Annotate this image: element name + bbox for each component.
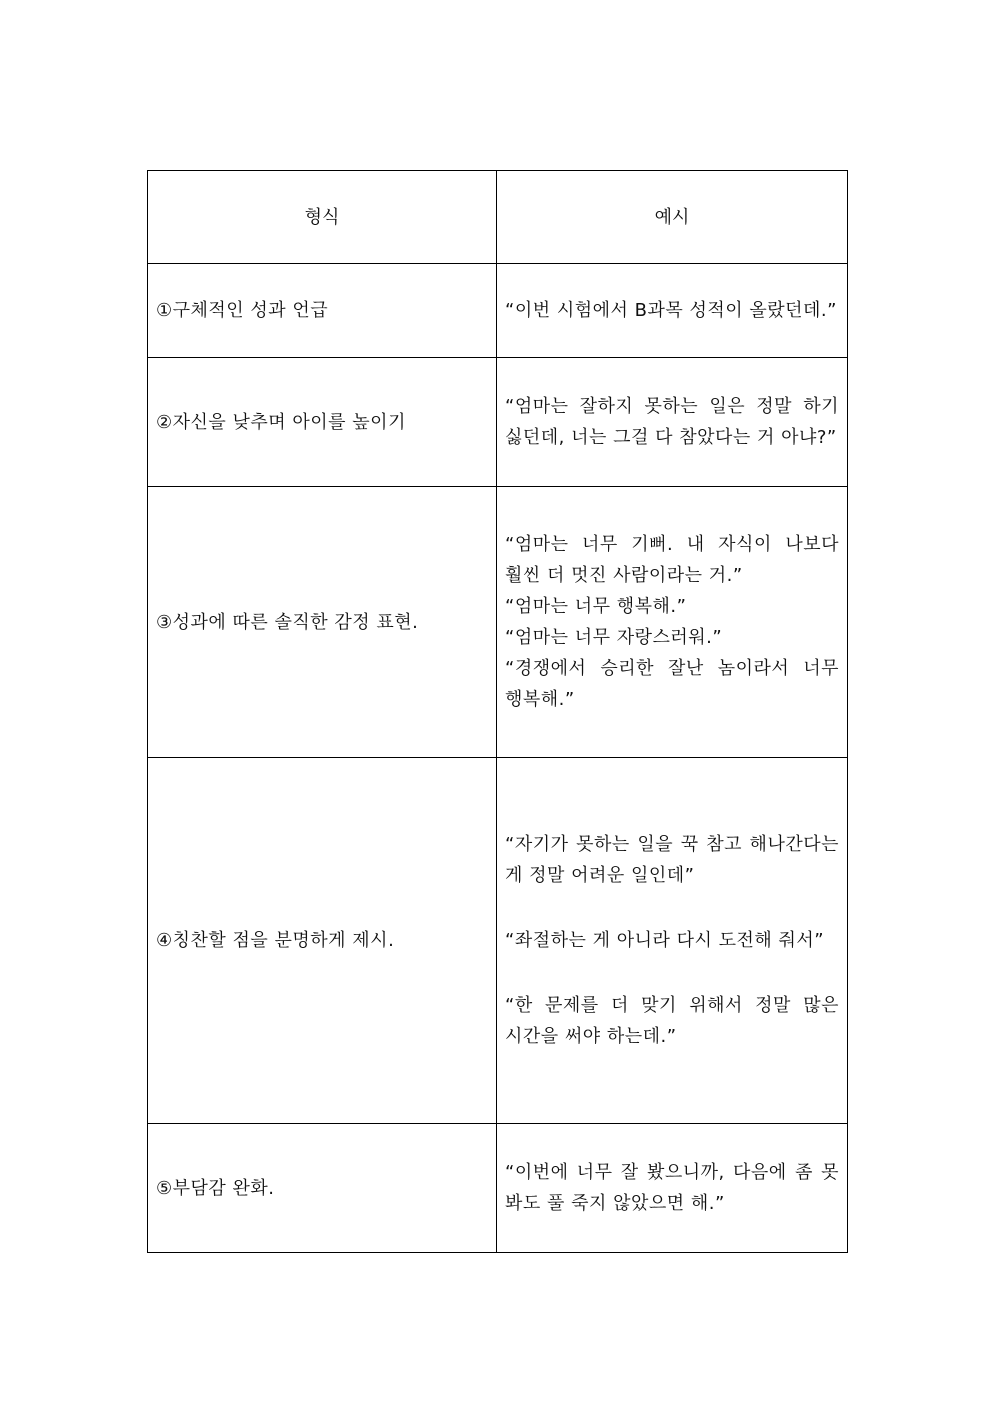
example-quote: “좌절하는 게 아니라 다시 도전해 줘서”: [505, 930, 825, 951]
example-cell: [497, 358, 848, 487]
praise-forms-table: [147, 170, 848, 1253]
table-row: [148, 1124, 848, 1253]
form-cell: ③성과에 따른 솔직한 감정 표현.: [148, 487, 497, 758]
example-quote: “엄마는 너무 행복해.”: [505, 596, 687, 617]
table-row: [148, 487, 848, 758]
form-cell: ①구체적인 성과 언급: [148, 264, 497, 358]
header-form: 형식: [148, 171, 497, 264]
form-cell: ⑤부담감 완화.: [148, 1124, 497, 1253]
example-quote: “이번 시험에서 B과목 성적이 올랐던데.”: [505, 300, 837, 321]
example-cell: [497, 758, 848, 1124]
spacer: [505, 891, 839, 925]
table-row: [148, 758, 848, 1124]
spacer: [505, 956, 839, 990]
example-quote: “이번에 너무 잘 봤으니까, 다음에 좀 못 봐도 풀 죽지 않았으면 해.”: [505, 1162, 839, 1214]
header-example: 예시: [497, 171, 848, 264]
form-cell: ④칭찬할 점을 분명하게 제시.: [148, 758, 497, 1124]
form-cell: ②자신을 낮추며 아이를 높이기: [148, 358, 497, 487]
table-row: [148, 358, 848, 487]
table-row: [148, 264, 848, 358]
example-quote: “엄마는 너무 기뻐. 내 자식이 나보다 훨씬 더 멋진 사람이라는 거.”: [505, 534, 839, 586]
example-cell: [497, 1124, 848, 1253]
example-quote: “엄마는 잘하지 못하는 일은 정말 하기 싫던데, 너는 그걸 다 참았다는 거 아냐?”: [505, 396, 839, 448]
example-quote: “경쟁에서 승리한 잘난 놈이라서 너무 행복해.”: [505, 658, 839, 710]
example-quote: “자기가 못하는 일을 꾹 참고 해나간다는 게 정말 어려운 일인데”: [505, 834, 839, 886]
table-header-row: [148, 171, 848, 264]
example-quote: “엄마는 너무 자랑스러워.”: [505, 627, 723, 648]
example-cell: [497, 264, 848, 358]
example-quote: “한 문제를 더 맞기 위해서 정말 많은 시간을 써야 하는데.”: [505, 995, 839, 1047]
example-cell: [497, 487, 848, 758]
